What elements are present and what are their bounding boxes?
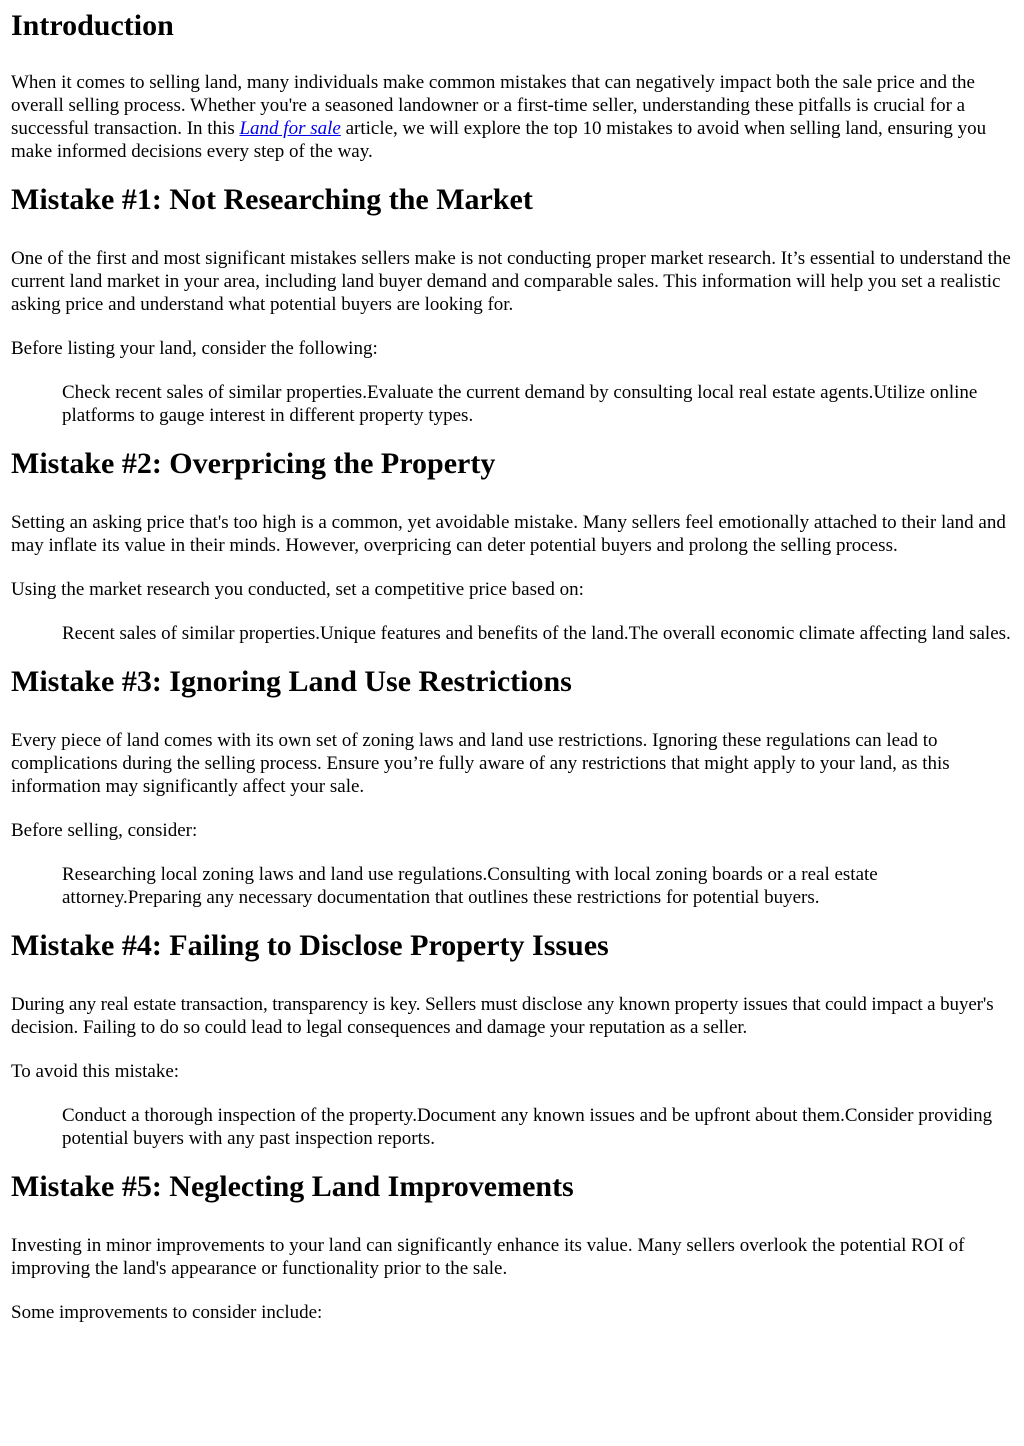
intro-text-before-link: When it comes to selling land, many individuals make common mistakes that can negatively impact both the sale price and the overall selling process. Whether you're a seasoned landowner or a first-time seller, understanding these pitfalls is crucial for a successful transaction. In this [11, 72, 975, 139]
mistake5-heading: Mistake #5: Neglecting Land Improvements [11, 1170, 574, 1203]
mistake4-list: Conduct a thorough inspection of the property.Document any known issues and be upfront about them.Consider providing potential buyers with any past inspection reports. [62, 1105, 993, 1149]
intro-heading: Introduction [11, 9, 174, 42]
mistake3-intro-list: Before selling, consider: [11, 820, 198, 841]
land-for-sale-link[interactable]: Land for sale [239, 118, 341, 139]
mistake2-list: Recent sales of similar properties.Unique features and benefits of the land.The overall economic climate affecting land sales. [62, 623, 1011, 644]
intro-paragraph [11, 71, 1014, 163]
mistake5-paragraph: Investing in minor improvements to your land can significantly enhance its value. Many sellers overlook the potential ROI of improving the land's appearance or functionality prior to the sale. [11, 1235, 965, 1279]
mistake1-list: Check recent sales of similar properties.Evaluate the current demand by consulting local real estate agents.Utilize online platforms to gauge interest in different property types. [62, 382, 978, 426]
mistake4-paragraph: During any real estate transaction, transparency is key. Sellers must disclose any known property issues that could impact a buyer's decision. Failing to do so could lead to legal consequences and damage your reputation as a seller. [11, 994, 994, 1038]
mistake1-intro-list: Before listing your land, consider the following: [11, 338, 378, 359]
mistake4-heading: Mistake #4: Failing to Disclose Property Issues [11, 929, 609, 962]
mistake4-intro-list: To avoid this mistake: [11, 1061, 180, 1082]
mistake2-paragraph: Setting an asking price that's too high is a common, yet avoidable mistake. Many sellers feel emotionally attached to their land and may inflate its value in their minds. However, overpricing can deter potential buyers and prolong the selling process. [11, 512, 1006, 556]
mistake2-heading: Mistake #2: Overpricing the Property [11, 447, 496, 480]
mistake1-heading: Mistake #1: Not Researching the Market [11, 183, 533, 216]
intro-text-after-link: article, we will explore the top 10 mistakes to avoid when selling land, ensuring you make informed decisions every step of the way. [11, 118, 987, 162]
mistake3-list: Researching local zoning laws and land use regulations.Consulting with local zoning boards or a real estate attorney.Preparing any necessary documentation that outlines these restrictions for potential buyers. [62, 864, 878, 908]
mistake2-intro-list: Using the market research you conducted, set a competitive price based on: [11, 579, 584, 600]
mistake3-paragraph: Every piece of land comes with its own set of zoning laws and land use restrictions. Ignoring these regulations can lead to complications during the selling process. Ensure you’re fully aware of any restrictions that might apply to your land, as this information may significantly affect your sale. [11, 730, 950, 797]
mistake3-heading: Mistake #3: Ignoring Land Use Restrictions [11, 665, 572, 698]
mistake1-paragraph: One of the first and most significant mistakes sellers make is not conducting proper market research. It’s essential to understand the current land market in your area, including land buyer demand and comparable sales. This information will help you set a realistic asking price and understand what potential buyers are looking for. [11, 248, 1011, 315]
mistake5-intro-list: Some improvements to consider include: [11, 1302, 323, 1323]
